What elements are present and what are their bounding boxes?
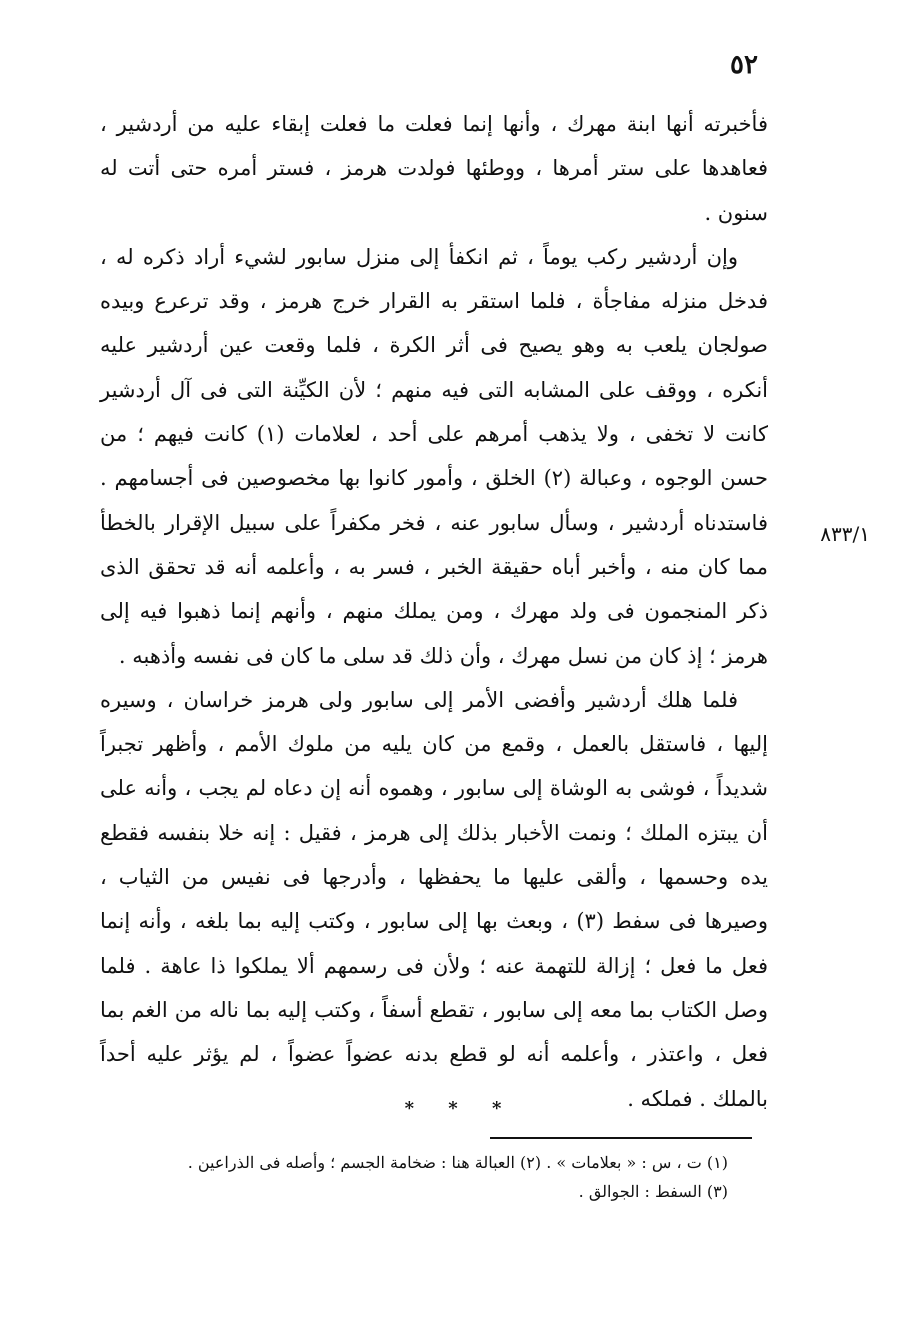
footnote-line: (٣) السفط : الجوالق . — [578, 1182, 728, 1201]
footnote-divider — [490, 1137, 752, 1139]
footnotes — [100, 1148, 728, 1206]
page-number: ٥٢ — [730, 50, 758, 80]
body-text — [100, 102, 768, 1121]
paragraph: فأخبرته أنها ابنة مهرك ، وأنها إنما فعلت ما فعلت إبقاء عليه من أردشير ، فعاهدها على ستر أمرها ، ووطئها فولدت هرمز ، فستر أمره حتى أتت له سنون . — [100, 112, 768, 225]
footnote-line: (١) ت ، س : « بعلامات » . (٢) العبالة هنا : ضخامة الجسم ؛ وأصله فى الذراعين . — [187, 1153, 728, 1172]
paragraph: فلما هلك أردشير وأفضى الأمر إلى سابور ولى هرمز خراسان ، وسيره إليها ، فاستقل بالعمل ، وقمع من كان يليه من ملوك الأمم ، وأظهر تجبراً شديداً ، فوشى به الوشاة إلى سابور ، وهموه أنه إن دعاه لم يجب ، وأنه على أن يبتزه الملك ؛ ونمت الأخبار بذلك إلى هرمز ، فقيل : إنه خلا بنفسه فقطع يده وحسمها ، وألقى عليها ما يحفظها ، وأدرجها فى نفيس من الثياب ، وصيرها فى سفط (٣) ، وبعث بها إلى سابور ، وكتب إليه بما بلغه ، وأنه إنما فعل ما فعل ؛ إزالة للتهمة عنه ؛ ولأن فى رسمهم ألا يملكوا ذا عاهة . فلما وصل الكتاب بما معه إلى سابور ، تقطع أسفاً ، وكتب إليه بما ناله من الغم بما فعل ، واعتذر ، وأعلمه أنه لو قطع بدنه عضواً عضواً ، لم يؤثر عليه أحداً بالملك . فملكه . — [100, 687, 768, 1111]
paragraph: وإن أردشير ركب يوماً ، ثم انكفأ إلى منزل سابور لشيء أراد ذكره له ، فدخل منزله مفاجأة ، فلما استقر به القرار خرج هرمز ، وقد ترعرع وبيده صولجان يلعب به وهو يصيح فى أثر الكرة ، فلما وقعت عين أردشير عليه أنكره ، ووقف على المشابه التى فيه منهم ؛ لأن الكيِّنة التى فى آل أردشير كانت لا تخفى ، ولا يذهب أمرهم على أحد ، لعلامات (١) كانت فيهم ؛ من حسن الوجوه ، وعبالة (٢) الخلق ، وأمور كانوا بها مخصوصين فى أجسامهم . فاستدناه أردشير ، وسأل سابور عنه ، فخر مكفراً على سبيل الإقرار بالخطأ مما كان منه ، وأخبر أباه حقيقة الخبر ، فسر به ، وأعلمه أنه قد تحقق الذى ذكر المنجمون فى ولد مهرك ، ومن يملك منهم ، وأنهم إنما ذهبوا فيه إلى هرمز ؛ إذ كان من نسل مهرك ، وأن ذلك قد سلى ما كان فى نفسه وأذهبه . — [100, 244, 769, 668]
margin-reference: ٨٣٣/١ — [820, 522, 870, 546]
section-ornament: * * * — [404, 1098, 516, 1119]
